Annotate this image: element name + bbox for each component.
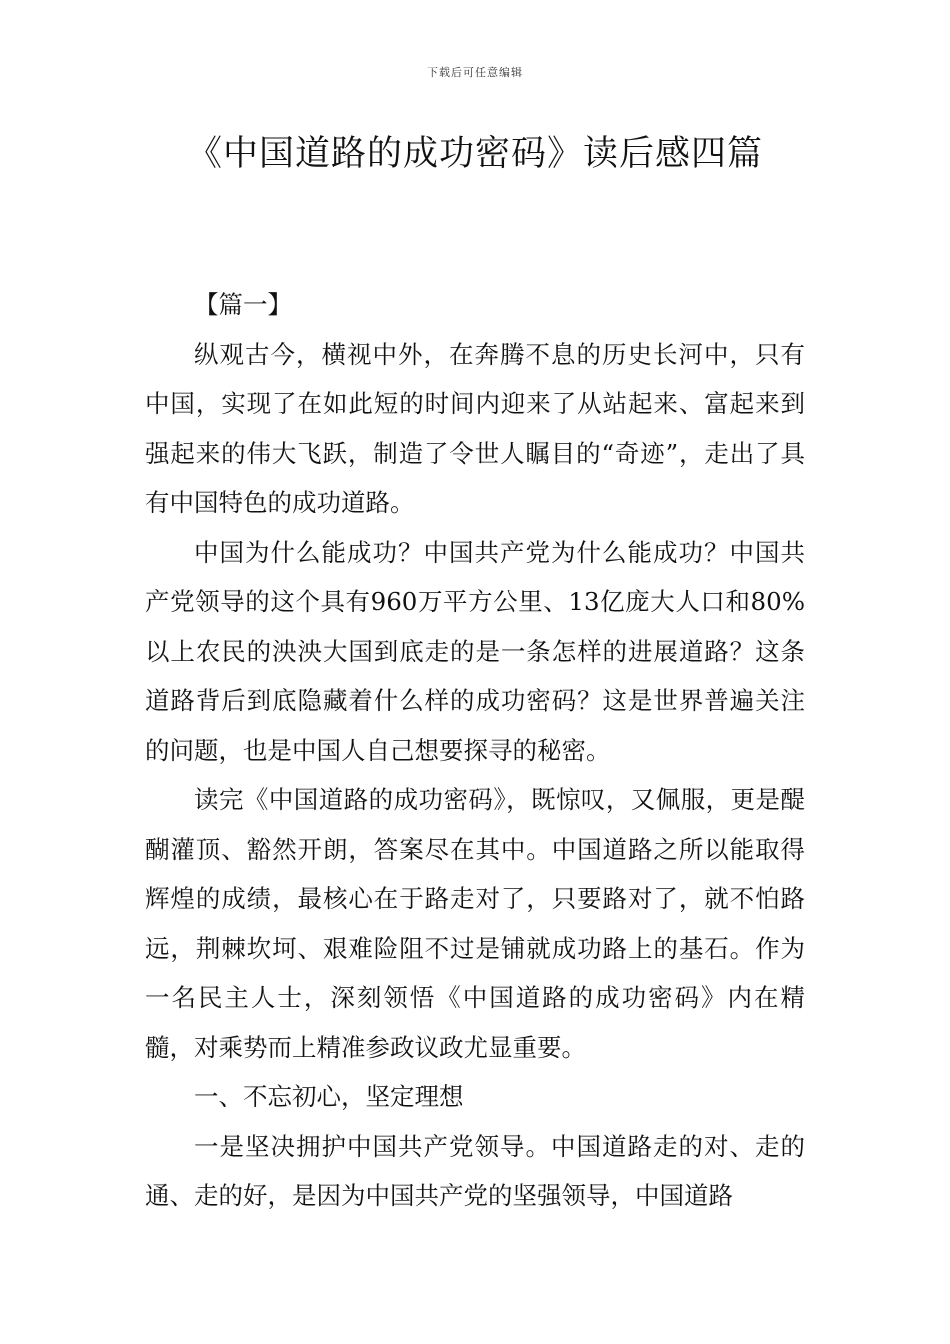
paragraph-2: 中国为什么能成功？中国共产党为什么能成功？中国共产党领导的这个具有960万平方公里、13亿庞大人口和80%以上农民的泱泱大国到底走的是一条怎样的进展道路？这条道路背后到底隐藏着什么样的成功密码？这是世界普遍关注的问题，也是中国人自己想要探寻的秘密。	[145, 537, 805, 765]
paragraph-4: 一是坚决拥护中国共产党领导。中国道路走的对、走的通、走的好，是因为中国共产党的坚强领导，中国道路	[145, 1131, 805, 1210]
document-body	[145, 280, 805, 1221]
document-title: 《中国道路的成功密码》读后感四篇	[186, 134, 763, 174]
section-label: 【篇一】	[194, 290, 292, 319]
paragraph-3: 读完《中国道路的成功密码》，既惊叹，又佩服，更是醍醐灌顶、豁然开朗，答案尽在其中。中国道路之所以能取得辉煌的成绩，最核心在于路走对了，只要路对了，就不怕路远，荆棘坎坷、艰难险阻不过是铺就成功路上的基石。作为一名民主人士，深刻领悟《中国道路的成功密码》内在精髓，对乘势而上精准参政议政尤显重要。	[145, 785, 805, 1062]
paragraph-1: 纵观古今，横视中外，在奔腾不息的历史长河中，只有中国，实现了在如此短的时间内迎来了从站起来、富起来到强起来的伟大飞跃，制造了令世人瞩目的“奇迹”，走出了具有中国特色的成功道路。	[145, 339, 805, 517]
header-note: 下载后可任意编辑	[427, 66, 523, 79]
subheading: 一、不忘初心，坚定理想	[194, 1082, 464, 1111]
